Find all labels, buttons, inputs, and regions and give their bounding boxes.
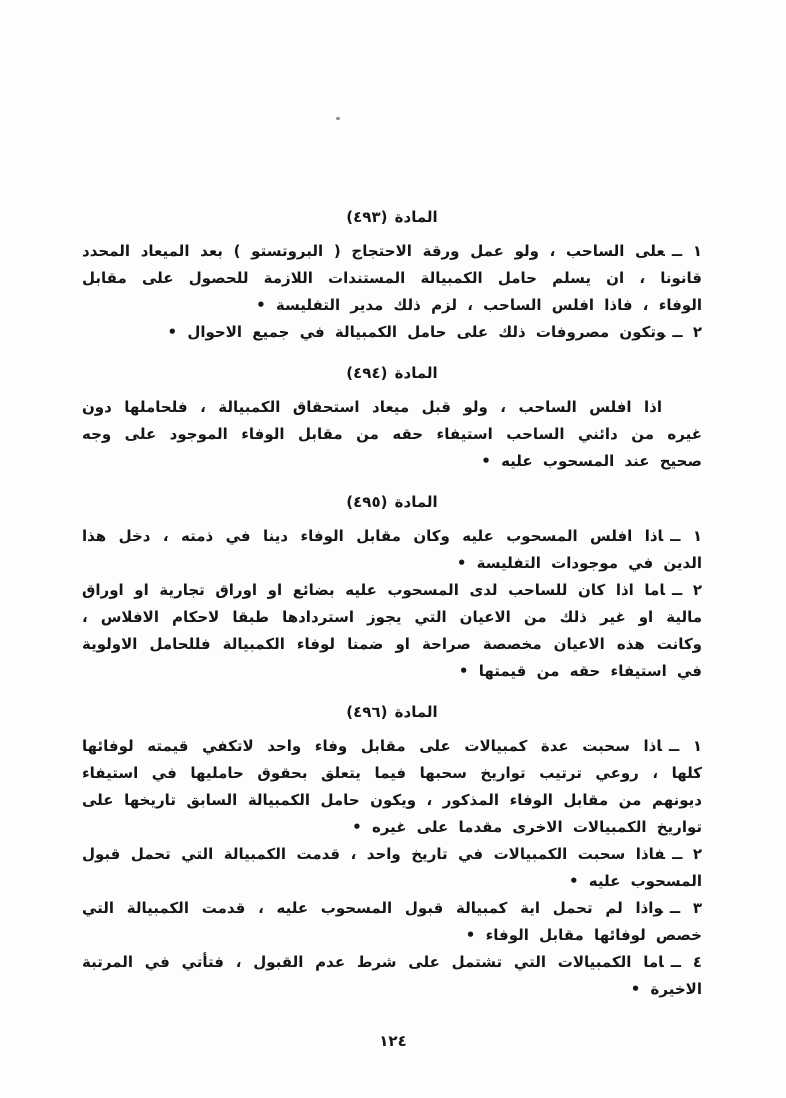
item-number: ٢ ــ [672,845,702,863]
item-text: وتكون مصروفات ذلك على حامل الكمبيالة في جميع الاحوال • [167,323,666,341]
article-title: المادة (٤٩٦) [346,703,438,721]
item-number: ١ ــ [671,242,702,260]
article-496 [82,699,702,1003]
item-number: ٢ ــ [671,581,702,599]
item-text: اذا افلس المسحوب عليه وكان مقابل الوفاء دينا في ذمته ، دخل هذا الدين في موجودات التفليسة • [82,527,702,572]
article-item [82,238,702,319]
article-item [82,841,702,895]
article-495 [82,489,702,685]
article-item [82,733,702,841]
item-number: ١ ــ [670,527,702,545]
article-item [82,523,702,577]
item-number: ٢ ــ [672,323,702,341]
item-text: على الساحب ، ولو عمل ورقة الاحتجاج ( البروتستو ) بعد الميعاد المحدد قانونا ، ان يسلم حامل الكمبيالة المستندات اللازمة للحصول على مقابل الوفاء ، فاذا افلس الساحب ، لزم ذلك مدير التفليسة • [82,242,702,314]
article-paragraph: اذا افلس الساحب ، ولو قبل ميعاد استحقاق الكمبيالة ، فلحاملها دون غيره من دائني الساحب استيفاء حقه من مقابل الوفاء الموجود على وجه صحيح عند المسحوب عليه • [82,398,702,470]
article-title: المادة (٤٩٣) [346,208,438,226]
item-number: ١ ــ [668,737,703,755]
article-title: المادة (٤٩٤) [346,364,438,382]
item-text: اذا سحبت عدة كمبيالات على مقابل وفاء واحد لاتكفي قيمته لوفائها كلها ، روعي ترتيب تواريخ سحبها فيما يتعلق بحقوق حامليها في استيفاء ديونهم من مقابل الوفاء المذكور ، ويكون حامل الكمبيالة السابق تاريخها على تواريخ الكمبيالات الاخرى مقدما على غيره • [82,737,702,836]
document-content [82,204,702,1017]
item-text: فاذا سحبت الكمبيالات في تاريخ واحد ، قدمت الكمبيالة التي تحمل قبول المسحوب عليه • [82,845,702,890]
article-item [82,949,702,1003]
article-item [82,577,702,685]
page-number: ١٢٤ [379,1032,407,1050]
article-title: المادة (٤٩٥) [346,493,438,511]
article-493 [82,204,702,346]
article-item [82,895,702,949]
item-number: ٣ ــ [669,899,702,917]
item-number: ٤ ــ [670,953,702,971]
scan-speck-icon [336,117,340,120]
item-text: اما الكمبيالات التي تشتمل على شرط عدم القبول ، فتأتي في المرتبة الاخيرة • [82,953,702,998]
item-text: واذا لم تحمل اية كمبيالة قبول المسحوب عليه ، قدمت الكمبيالة التي خصص لوفائها مقابل الوفاء • [82,899,702,944]
article-494 [82,360,702,475]
item-text: اما اذا كان للساحب لدى المسحوب عليه بضائع او اوراق تجارية او اوراق مالية او غير ذلك من الاعيان التي يجوز استردادها طبقا لاحكام الافلاس ، وكانت هذه الاعيان مخصصة صراحة او ضمنا لوفاء الكمبيالة فللحامل الاولوية في استيفاء حقه من قيمتها • [82,581,702,680]
article-item [82,319,702,346]
